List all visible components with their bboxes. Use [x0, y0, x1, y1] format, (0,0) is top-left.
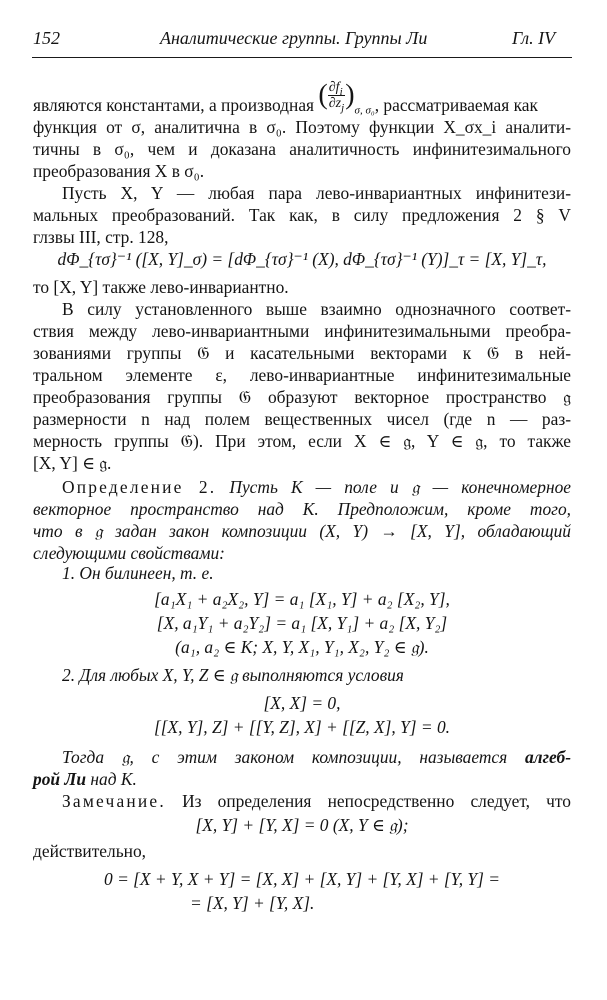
text-line-12: тральном элементе ε, лево-инвариантные инфинитезимальные	[33, 365, 571, 385]
definition-line-4: следующими свойствами:	[33, 543, 225, 563]
deriv-denominator: ∂z	[328, 96, 342, 111]
text-line-3: тичны в σ₀, чем и доказана аналитичность инфинитезимального	[33, 139, 571, 159]
conclusion-end: над K.	[90, 769, 137, 789]
deriv-numerator-sub: i	[339, 85, 343, 98]
deriv-outer-sub: σ, σ₀	[354, 104, 375, 117]
text-line-8: то [X, Y] также лево-инвариантно.	[33, 277, 289, 297]
equation-5: [X, X] = 0,	[263, 693, 341, 713]
line-1-end: , рассматриваемая как	[374, 94, 538, 115]
equation-7: [X, Y] + [Y, X] = 0 (X, Y ∈ 𝔤);	[195, 815, 409, 835]
partial-derivative: ( $\frac{\partial f_i}{\partial z_j}$ )$_{\sigma, \sigma_0}$	[318, 79, 375, 117]
definition-label: Определение 2.	[62, 477, 217, 497]
property-2: 2. Для любых X, Y, Z ∈ 𝔤 выполняются условия	[62, 665, 404, 685]
remark-label: Замечание.	[62, 791, 166, 811]
remark-line-1	[62, 790, 571, 812]
line-1-start: являются константами, а производная	[33, 94, 315, 115]
text-line-16: [X, Y] ∈ 𝔤.	[33, 453, 112, 473]
page-number: 152	[33, 28, 60, 48]
conclusion-text: Тогда 𝔤, с этим законом композиции, называется	[62, 747, 508, 767]
running-title: Аналитические группы. Группы Ли	[160, 28, 428, 48]
lie-algebra-term-end: рой Ли	[33, 769, 87, 789]
equation-8: 0 = [X + Y, X + Y] = [X, X] + [X, Y] + [Y, X] + [Y, Y] =	[104, 869, 500, 889]
conclusion-line-2	[33, 768, 571, 790]
deriv-numerator: ∂f	[328, 80, 340, 95]
text-line-6: мальных преобразований. Так как, в силу предложения 2 § V	[33, 205, 571, 225]
definition-text-1: Пусть K — поле и 𝔤 — конечномерное	[229, 477, 571, 497]
conclusion-line-1	[62, 746, 571, 768]
definition-line-2: векторное пространство над K. Предположим, кроме того,	[33, 499, 571, 519]
text-line-14: размерности n над полем вещественных чисел (где n — раз-	[33, 409, 571, 429]
text-line-11: зованиями группы 𝔊 и касательными векторами к 𝔊 в ней-	[33, 343, 571, 363]
property-1: 1. Он билинеен, т. е.	[62, 563, 214, 583]
definition-line-1	[62, 476, 571, 498]
equation-9: = [X, Y] + [Y, X].	[190, 893, 315, 913]
text-line-15: мерность группы 𝔊). При этом, если X ∈ 𝔤, Y ∈ 𝔤, то также	[33, 431, 571, 451]
header-rule	[32, 57, 572, 58]
text-line-9: В силу установленного выше взаимно однозначного соответ-	[62, 299, 571, 319]
equation-6: [[X, Y], Z] + [[Y, Z], X] + [[Z, X], Y] = 0.	[153, 717, 451, 737]
text-line-5: Пусть X, Y — любая пара лево-инвариантных инфинитези-	[62, 183, 571, 203]
text-line-13: преобразования группы 𝔊 образуют векторное пространство 𝔤	[33, 387, 571, 407]
deriv-denominator-sub: j	[341, 101, 345, 114]
equation-1: dΦ_{τσ}⁻¹ ([X, Y]_σ) = [dΦ_{τσ}⁻¹ (X), dΦ_{τσ}⁻¹ (Y)]_τ = [X, Y]_τ,	[57, 249, 547, 269]
text-line-7: глзвы III, стр. 128,	[33, 227, 169, 247]
lie-algebra-term-start: алгеб-	[524, 747, 571, 767]
chapter-label: Гл. IV	[512, 28, 556, 48]
equation-2: [a₁X₁ + a₂X₂, Y] = a₁ [X₁, Y] + a₂ [X₂, Y],	[154, 589, 450, 609]
text-line-17: действительно,	[33, 841, 146, 861]
text-line-4: преобразования X в σ₀.	[33, 161, 205, 181]
remark-text: Из определения непосредственно следует, что	[182, 791, 571, 811]
equation-4: (a₁, a₂ ∈ K; X, Y, X₁, Y₁, X₂, Y₂ ∈ 𝔤).	[175, 637, 429, 657]
text-line-10: ствия между лево-инвариантными инфинитезимальными преобра-	[33, 321, 571, 341]
text-line-2: функция от σ, аналитична в σ₀. Поэтому функции X_σx_i аналити-	[33, 117, 571, 137]
definition-line-3: что в 𝔤 задан закон композиции (X, Y) → [X, Y], обладающий	[33, 521, 571, 541]
equation-3: [X, a₁Y₁ + a₂Y₂] = a₁ [X, Y₁] + a₂ [X, Y₂]	[156, 613, 448, 633]
